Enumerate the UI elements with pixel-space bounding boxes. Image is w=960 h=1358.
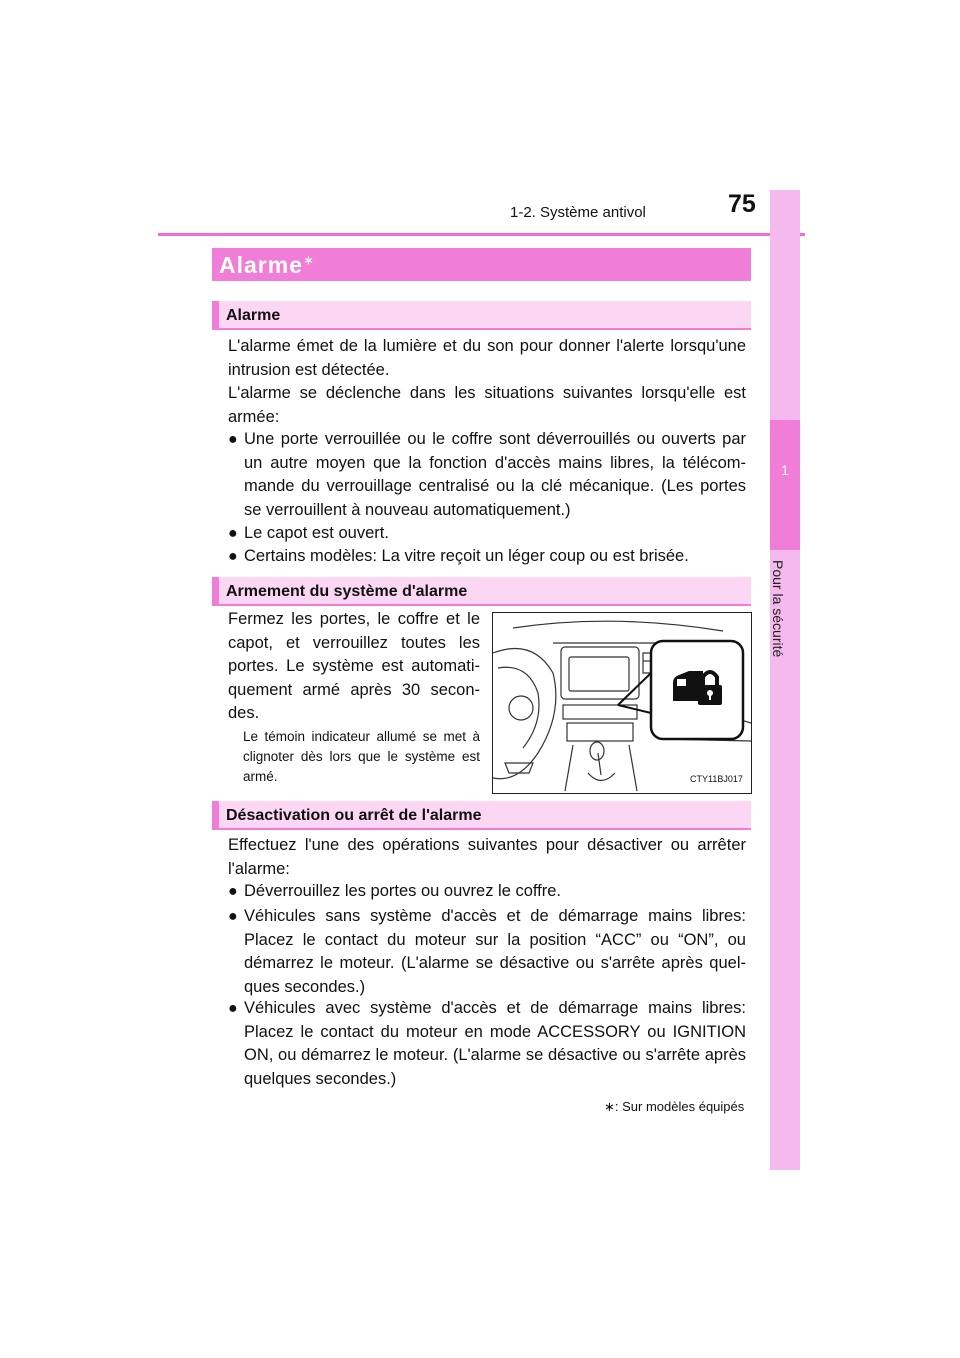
- footnote: [604, 1099, 744, 1115]
- list-item-text: Déverrouillez les portes ou ouvrez le coffre.: [244, 882, 562, 900]
- subhead-bar-alarme: [212, 301, 751, 330]
- list-item-text: Le capot est ouvert.: [244, 524, 389, 542]
- list-item: [228, 997, 746, 1091]
- chapter-title: Pour la sécurité: [770, 560, 786, 658]
- security-indicator-icon: [673, 671, 722, 705]
- paragraph: Fermez les portes, le coffre et le capot, et verrouillez toutes les portes. Le système est automati-quement armé après 30 secon-des.: [228, 610, 480, 722]
- list-item-text: Véhicules sans système d'accès et de démarrage mains libres: Placez le contact du moteur sur la position “ACC” ou “ON”, ou démarrez le moteur. (L'alarme se désactive ou s'arrête après quel-ques secondes.): [244, 907, 746, 996]
- footnote-text: : Sur modèles équipés: [614, 1099, 745, 1114]
- list-item: [228, 428, 746, 522]
- figure-code: CTY11BJ017: [690, 774, 743, 784]
- page-title-text: Alarme: [219, 252, 303, 278]
- dashboard-drawing: [493, 613, 751, 793]
- subhead-desactivation: Désactivation ou arrêt de l'alarme: [226, 807, 482, 824]
- paragraph: Effectuez l'une des opérations suivantes pour désactiver ou arrêter l'alarme:: [228, 836, 746, 878]
- bullet-icon: ●: [228, 525, 238, 542]
- note: Le témoin indicateur allumé se met à clignoter dès lors que le système est armé.: [243, 729, 480, 784]
- side-tab-band: [770, 190, 800, 420]
- page-number: 75: [728, 190, 756, 218]
- section-header: 1-2. Système antivol: [510, 204, 646, 221]
- list-item-text: Véhicules avec système d'accès et de démarrage mains libres: Placez le contact du moteur en mode ACCESSORY ou IGNITION ON, ou démarrez le moteur. (L'alarme se désactive ou s'arrête après quelques secondes.): [244, 999, 746, 1088]
- header-rule: [158, 233, 770, 236]
- paragraph: L'alarme se déclenche dans les situations suivantes lorsqu'elle est armée:: [228, 384, 746, 426]
- header-rule-right: [800, 233, 805, 236]
- list-item: [228, 545, 746, 569]
- subhead-accent: [212, 301, 219, 328]
- chapter-number: 1: [781, 462, 789, 478]
- subhead-armement: Armement du système d'alarme: [226, 583, 468, 600]
- side-tab-active: [770, 420, 800, 550]
- bullet-icon: ●: [228, 883, 238, 900]
- list-item: [228, 880, 746, 904]
- dashboard-illustration: [492, 612, 752, 794]
- title-marker: ∗: [302, 252, 315, 268]
- list-item: [228, 522, 746, 546]
- subhead-alarme: Alarme: [226, 307, 281, 324]
- list-item-text: Une porte verrouillée ou le coffre sont déverrouillés ou ouverts par un autre moyen que la fonction d'accès mains libres, la télécom-mande du verrouillage centralisé ou la clé mécanique. (Les portes se verrouillent à nouveau automatiquement.): [244, 430, 746, 519]
- bullet-icon: ●: [228, 431, 238, 448]
- footnote-marker: ∗: [604, 1099, 615, 1114]
- bullet-icon: ●: [228, 1000, 238, 1017]
- page-title: [219, 252, 315, 279]
- list-item: [228, 905, 746, 999]
- subhead-accent: [212, 801, 219, 828]
- bullet-icon: ●: [228, 548, 238, 565]
- bullet-icon: ●: [228, 908, 238, 925]
- paragraph: L'alarme émet de la lumière et du son pour donner l'alerte lorsqu'une intrusion est détectée.: [228, 337, 746, 379]
- subhead-accent: [212, 577, 219, 604]
- list-item-text: Certains modèles: La vitre reçoit un léger coup ou est brisée.: [244, 547, 689, 565]
